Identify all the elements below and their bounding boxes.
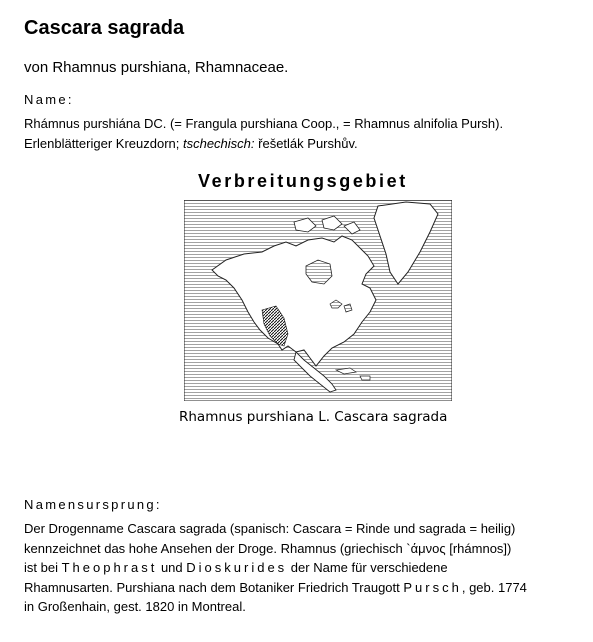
distribution-map (184, 200, 452, 401)
figure-caption: Rhamnus purshiana L. Cascara sagrada (179, 409, 448, 425)
page-subtitle: von Rhamnus purshiana, Rhamnaceae. (24, 59, 289, 76)
origin-line-4: Rhamnusarten. Purshiana nach dem Botaniker Friedrich Traugott Pursch, geb. 1774 (24, 579, 527, 595)
origin-line-5: in Großenhain, gest. 1820 in Montreal. (24, 599, 246, 614)
origin-line-1: Der Drogenname Cascara sagrada (spanisch: Cascara = Rinde und sagrada = heilig) (24, 521, 516, 536)
name-line-1: Rhámnus purshiána DC. (= Frangula purshiana Coop., = Rhamnus alnifolia Pursh). (24, 116, 504, 131)
origin-section-text (24, 519, 584, 617)
name-section-text (24, 114, 584, 153)
figure-title: Verbreitungsgebiet (198, 171, 408, 191)
name-section-label: Name: (24, 92, 74, 107)
origin-line-3: ist bei Theophrast und Dioskurides der Name für verschiedene (24, 560, 448, 575)
origin-line-2: kennzeichnet das hohe Ansehen der Droge. Rhamnus (griechisch `άμνος [rhámnos]) (24, 540, 512, 556)
page-title: Cascara sagrada (24, 17, 185, 39)
origin-section-label: Namensursprung: (24, 497, 162, 512)
name-line-2: Erlenblätteriger Kreuzdorn; tschechisch: řešetlák Purshův. (24, 135, 358, 151)
